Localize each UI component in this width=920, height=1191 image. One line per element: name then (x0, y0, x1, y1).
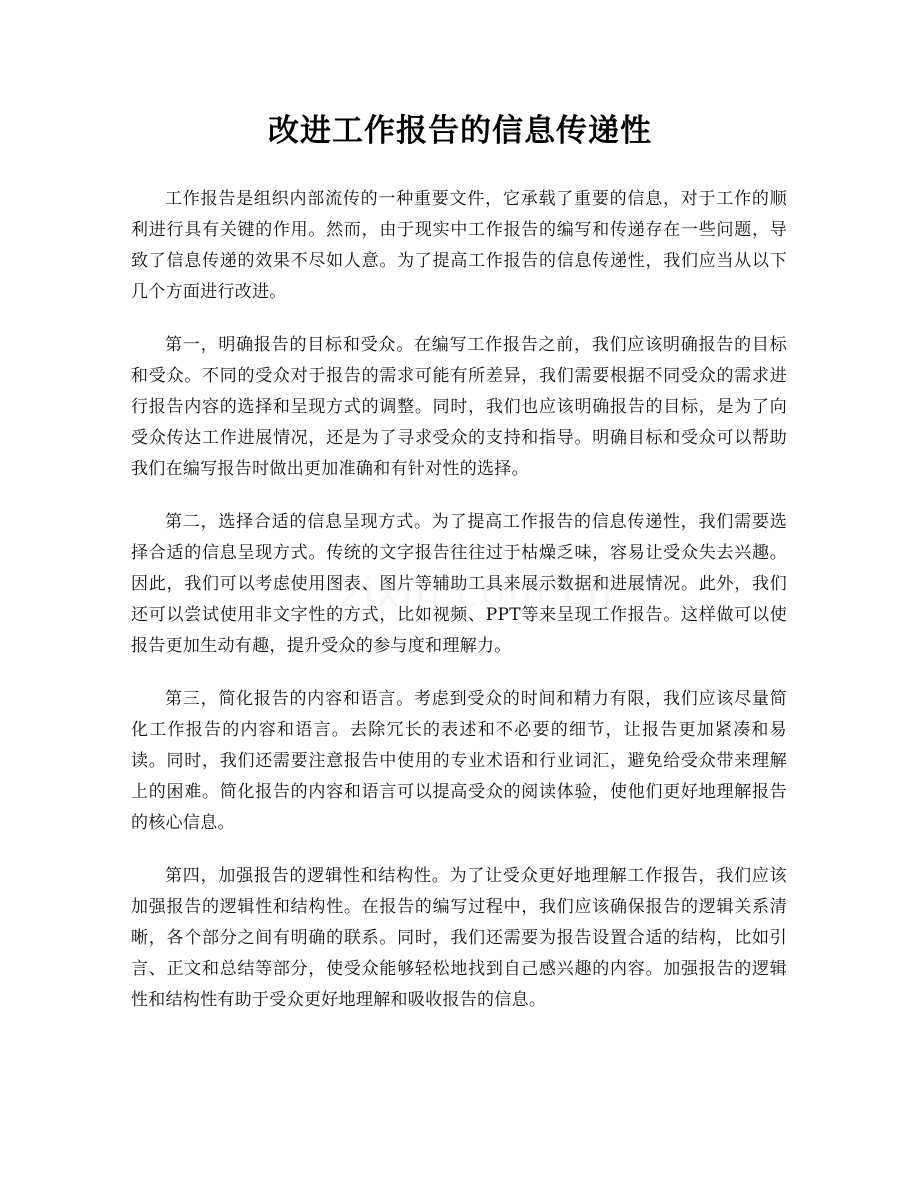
paragraph-second: 第二，选择合适的信息呈现方式。为了提高工作报告的信息传递性，我们需要选择合适的信息呈现方式。传统的文字报告往往过于枯燥乏味，容易让受众失去兴趣。因此，我们可以考虑使用图表、图片等辅助工具来展示数据和进展情况。此外，我们还可以尝试使用非文字性的方式，比如视频、PPT等来呈现工作报告。这样做可以使报告更加生动有趣，提升受众的参与度和理解力。 (131, 512, 787, 656)
document-title: 改进工作报告的信息传递性 (268, 113, 652, 149)
paragraph-first: 第一，明确报告的目标和受众。在编写工作报告之前，我们应该明确报告的目标和受众。不同的受众对于报告的需求可能有所差异，我们需要根据不同受众的需求进行报告内容的选择和呈现方式的调整。同时，我们也应该明确报告的目标，是为了向受众传达工作进展情况，还是为了寻求受众的支持和指导。明确目标和受众可以帮助我们在编写报告时做出更加准确和有针对性的选择。 (131, 335, 787, 479)
document-body (131, 184, 787, 1038)
paragraph-intro: 工作报告是组织内部流传的一种重要文件，它承载了重要的信息，对于工作的顺利进行具有关键的作用。然而，由于现实中工作报告的编写和传递存在一些问题，导致了信息传递的效果不尽如人意。为了提高工作报告的信息传递性，我们应当从以下几个方面进行改进。 (131, 189, 787, 302)
paragraph-third: 第三，简化报告的内容和语言。考虑到受众的时间和精力有限，我们应该尽量简化工作报告的内容和语言。去除冗长的表述和不必要的细节，让报告更加紧凑和易读。同时，我们还需要注意报告中使用的专业术语和行业词汇，避免给受众带来理解上的困难。简化报告的内容和语言可以提高受众的阅读体验，使他们更好地理解报告的核心信息。 (131, 689, 787, 833)
paragraph-fourth: 第四，加强报告的逻辑性和结构性。为了让受众更好地理解工作报告，我们应该加强报告的逻辑性和结构性。在报告的编写过程中，我们应该确保报告的逻辑关系清晰，各个部分之间有明确的联系。同时，我们还需要为报告设置合适的结构，比如引言、正文和总结等部分，使受众能够轻松地找到自己感兴趣的内容。加强报告的逻辑性和结构性有助于受众更好地理解和吸收报告的信息。 (131, 866, 787, 1010)
